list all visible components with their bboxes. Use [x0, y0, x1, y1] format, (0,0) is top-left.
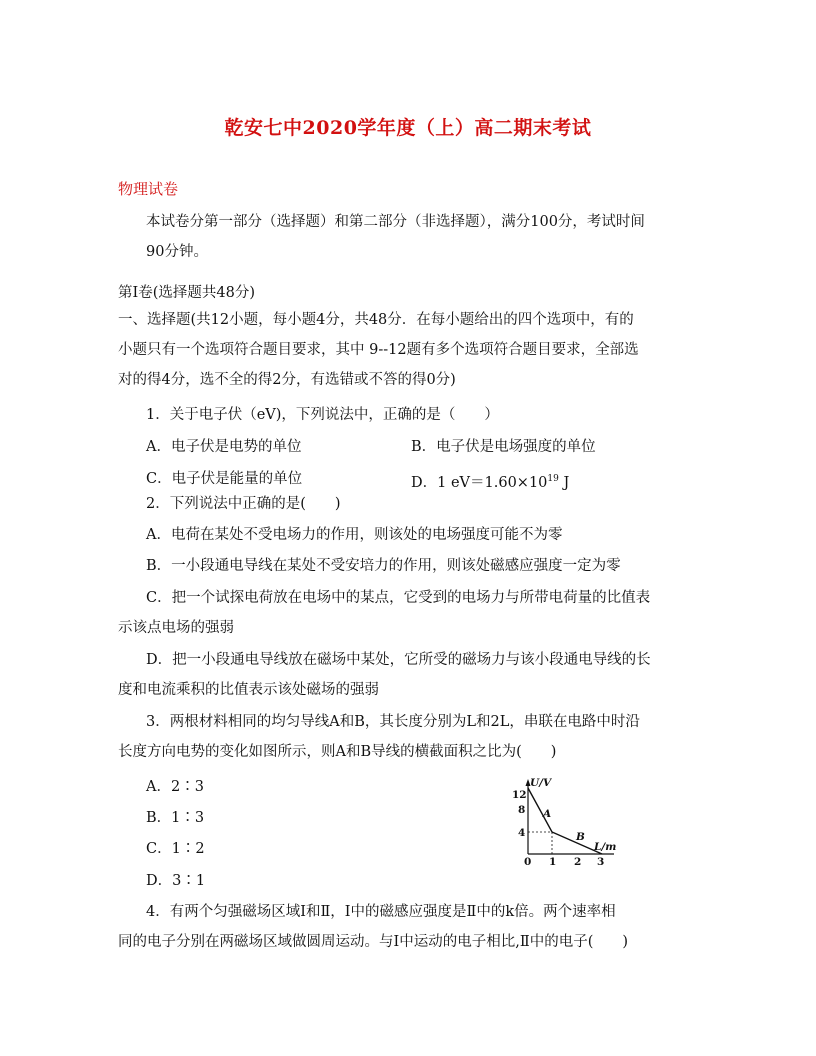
instructions-line-2: 小题只有一个选项符合题目要求，其中 9--12题有多个选项符合题目要求，全部选 [118, 342, 639, 358]
q2-option-c-line-1: C．把一个试探电荷放在电场中的某点，它受到的电场力与所带电荷量的比值表 [146, 590, 651, 606]
q1-option-d-exponent: 19 [547, 474, 559, 484]
q2-option-d-line-2: 度和电流乘积的比值表示该处磁场的强弱 [118, 682, 379, 698]
intro-line-1: 本试卷分第一部分（选择题）和第二部分（非选择题），满分100分，考试时间 [146, 214, 645, 230]
q2-option-b: B．一小段通电导线在某处不受安培力的作用，则该处磁感应强度一定为零 [146, 558, 621, 574]
q3-stem-line-1: 3．两根材料相同的均匀导线A和B，其长度分别为L和2L，串联在电路中时沿 [146, 714, 640, 730]
x-tick-3: 3 [597, 856, 605, 866]
q1-option-c: C．电子伏是能量的单位 [146, 471, 303, 487]
q3-option-c: C．1∶2 [146, 841, 205, 857]
potential-curve [528, 788, 602, 854]
q4-line-1: 4．有两个匀强磁场区域Ⅰ和Ⅱ，Ⅰ中的磁感应强度是Ⅱ中的k倍。两个速率相 [146, 904, 616, 920]
q3-stem-line-2: 长度方向电势的变化如图所示，则A和B导线的横截面积之比为( ) [118, 744, 557, 760]
x-tick-0: 0 [524, 856, 532, 866]
page-title: 乾安七中2020学年度（上）高二期末考试 [224, 117, 592, 139]
q2-stem: 2．下列说法中正确的是( ) [146, 496, 341, 512]
intro-line-2: 90分钟。 [146, 244, 208, 260]
y-tick-4: 4 [518, 827, 526, 839]
y-tick-8: 8 [518, 804, 526, 816]
q2-option-a: A．电荷在某处不受电场力的作用，则该处的电场强度可能不为零 [146, 527, 563, 543]
q3-option-d: D．3∶1 [146, 873, 206, 889]
q4-line-2: 同的电子分别在两磁场区域做圆周运动。与Ⅰ中运动的电子相比,Ⅱ中的电子( ) [118, 934, 629, 950]
q2-option-c-line-2: 示该点电场的强弱 [118, 620, 234, 636]
segment-b-label: B [576, 831, 585, 843]
q3-voltage-graph [508, 774, 628, 866]
q2-option-d-line-1: D．把一小段通电导线放在磁场中某处，它所受的磁场力与该小段通电导线的长 [146, 652, 651, 668]
y-axis-label: U/V [530, 777, 552, 789]
q1-option-a: A．电子伏是电势的单位 [146, 439, 302, 455]
x-tick-1: 1 [549, 856, 557, 866]
instructions-line-1: 一、选择题(共12小题，每小题4分，共48分．在每小题给出的四个选项中，有的 [118, 312, 634, 328]
q1-stem: 1．关于电子伏（eV)，下列说法中，正确的是（ ） [146, 407, 499, 423]
x-tick-2: 2 [574, 856, 582, 866]
q3-option-a: A．2∶3 [146, 779, 204, 795]
y-tick-12: 12 [512, 789, 527, 801]
q1-option-d [411, 469, 569, 493]
segment-a-label: A [543, 808, 552, 820]
subtitle: 物理试卷 [118, 180, 179, 198]
q3-option-b: B．1∶3 [146, 810, 205, 826]
q1-option-b: B．电子伏是电场强度的单位 [411, 439, 596, 455]
part1-heading: 第Ⅰ卷(选择题共48分) [118, 285, 255, 301]
x-axis-label: L/m [594, 841, 617, 853]
instructions-line-3: 对的得4分，选不全的得2分，有选错或不答的得0分) [118, 372, 456, 388]
q1-option-d-unit: J [558, 474, 570, 491]
q1-option-d-prefix: D．1 eV＝1.60×10 [411, 474, 548, 491]
